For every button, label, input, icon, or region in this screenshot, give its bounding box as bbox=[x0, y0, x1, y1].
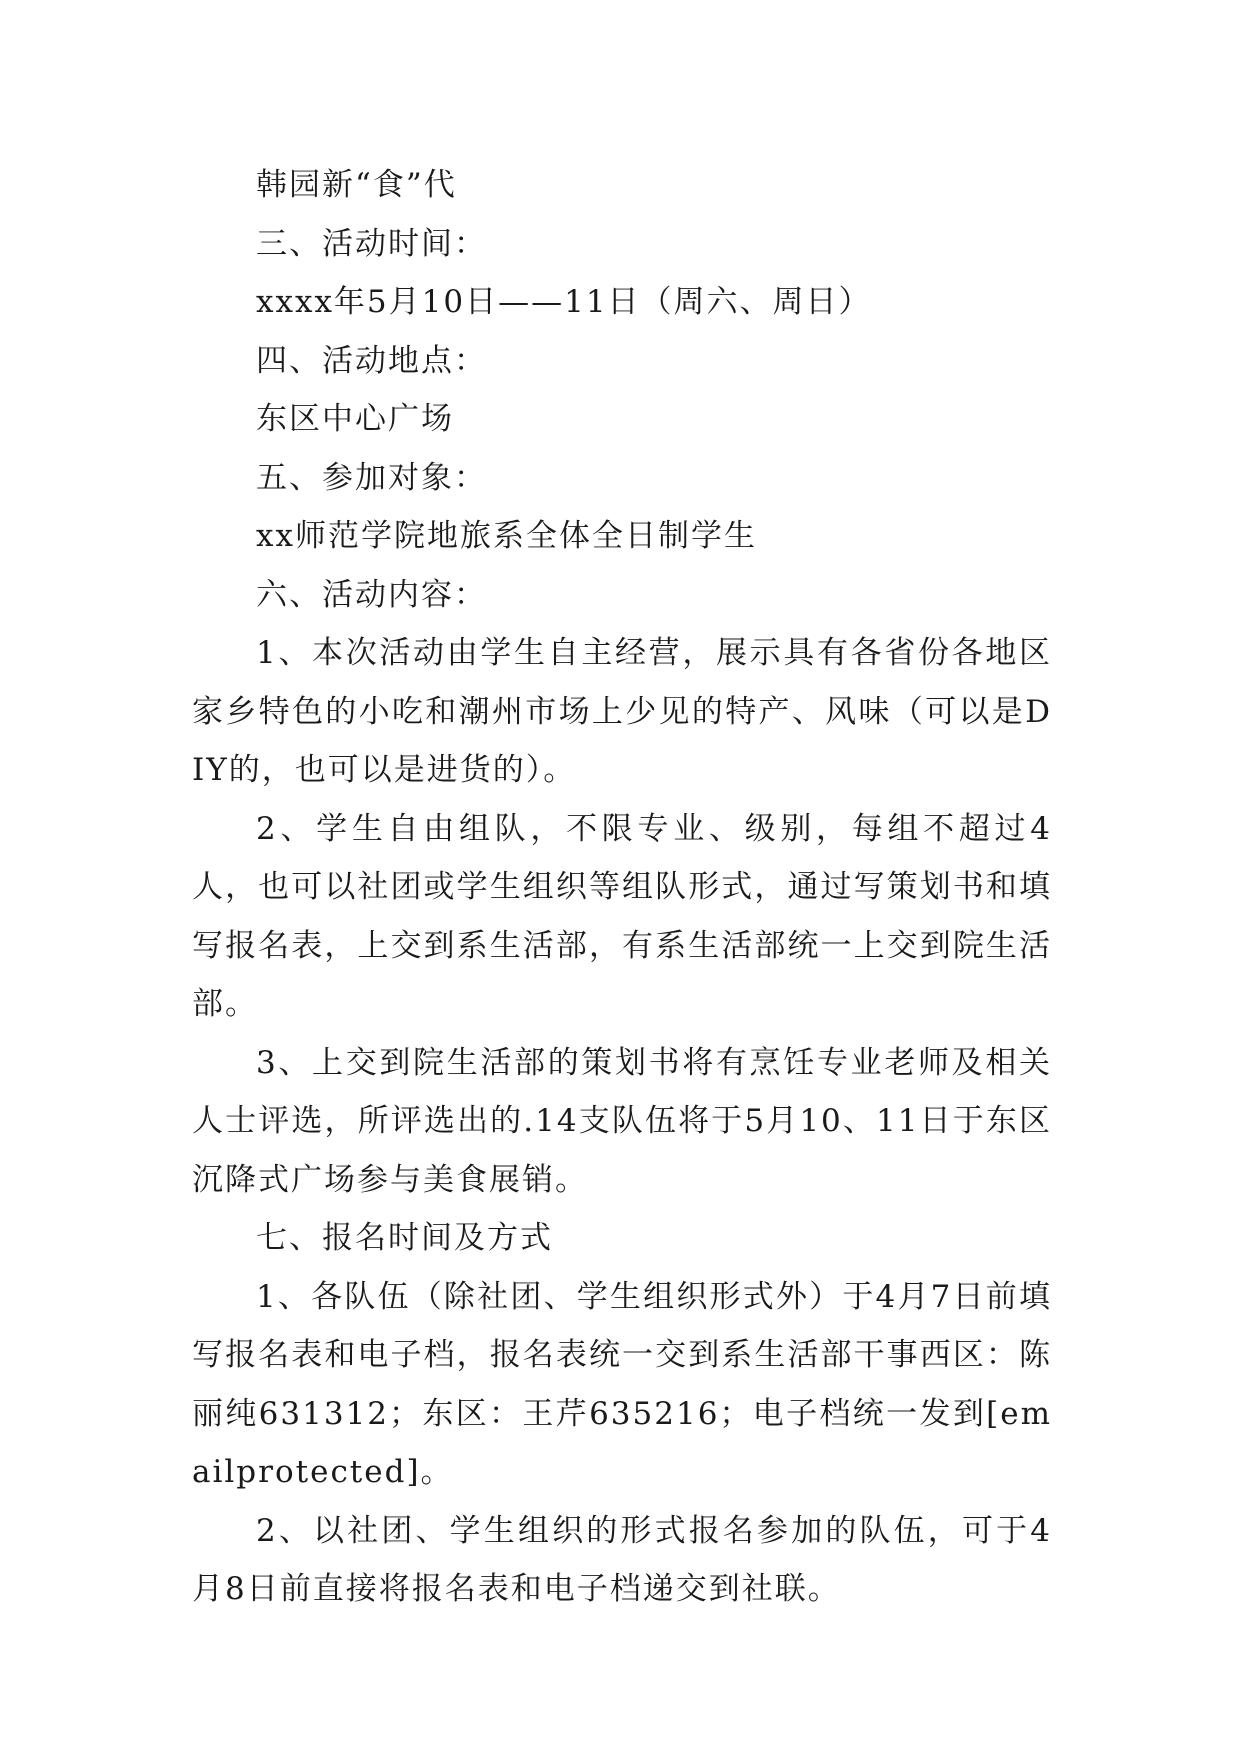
activity-name: 韩园新“食”代 bbox=[256, 167, 457, 203]
section-heading-registration: 七、报名时间及方式 bbox=[256, 1220, 553, 1256]
section-heading-content: 六、活动内容： bbox=[256, 576, 487, 613]
activity-time: xxxx年5月10日——11日（周六、周日） bbox=[256, 284, 872, 320]
registration-item-2: 2、以社团、学生组织的形式报名参加的队伍，可于4月8日前直接将报名表和电子档递交到社联。 bbox=[192, 1512, 1052, 1607]
registration-item-1: 1、各队伍（除社团、学生组织形式外）于4月7日前填写报名表和电子档，报名表统一交到系生活部干事西区：陈丽纯631312；东区：王芹635216；电子档统一发到[emailprotected]。 bbox=[192, 1278, 1052, 1490]
section-heading-time: 三、活动时间： bbox=[256, 225, 487, 262]
activity-participants: xx师范学院地旅系全体全日制学生 bbox=[256, 518, 757, 554]
section-heading-participants: 五、参加对象： bbox=[256, 459, 487, 496]
content-item-3: 3、上交到院生活部的策划书将有烹饪专业老师及相关人士评选，所评选出的.14支队伍将于5月10、11日于东区沉降式广场参与美食展销。 bbox=[192, 1044, 1052, 1198]
section-heading-location: 四、活动地点： bbox=[256, 342, 487, 379]
content-item-2: 2、学生自由组队，不限专业、级别，每组不超过4人，也可以社团或学生组织等组队形式，通过写策划书和填写报名表，上交到系生活部，有系生活部统一上交到院生活部。 bbox=[192, 810, 1052, 1022]
activity-location: 东区中心广场 bbox=[256, 401, 454, 437]
document-body bbox=[192, 156, 1052, 1619]
content-item-1: 1、本次活动由学生自主经营，展示具有各省份各地区家乡特色的小吃和潮州市场上少见的特产、风味（可以是DIY的，也可以是进货的）。 bbox=[192, 635, 1052, 788]
